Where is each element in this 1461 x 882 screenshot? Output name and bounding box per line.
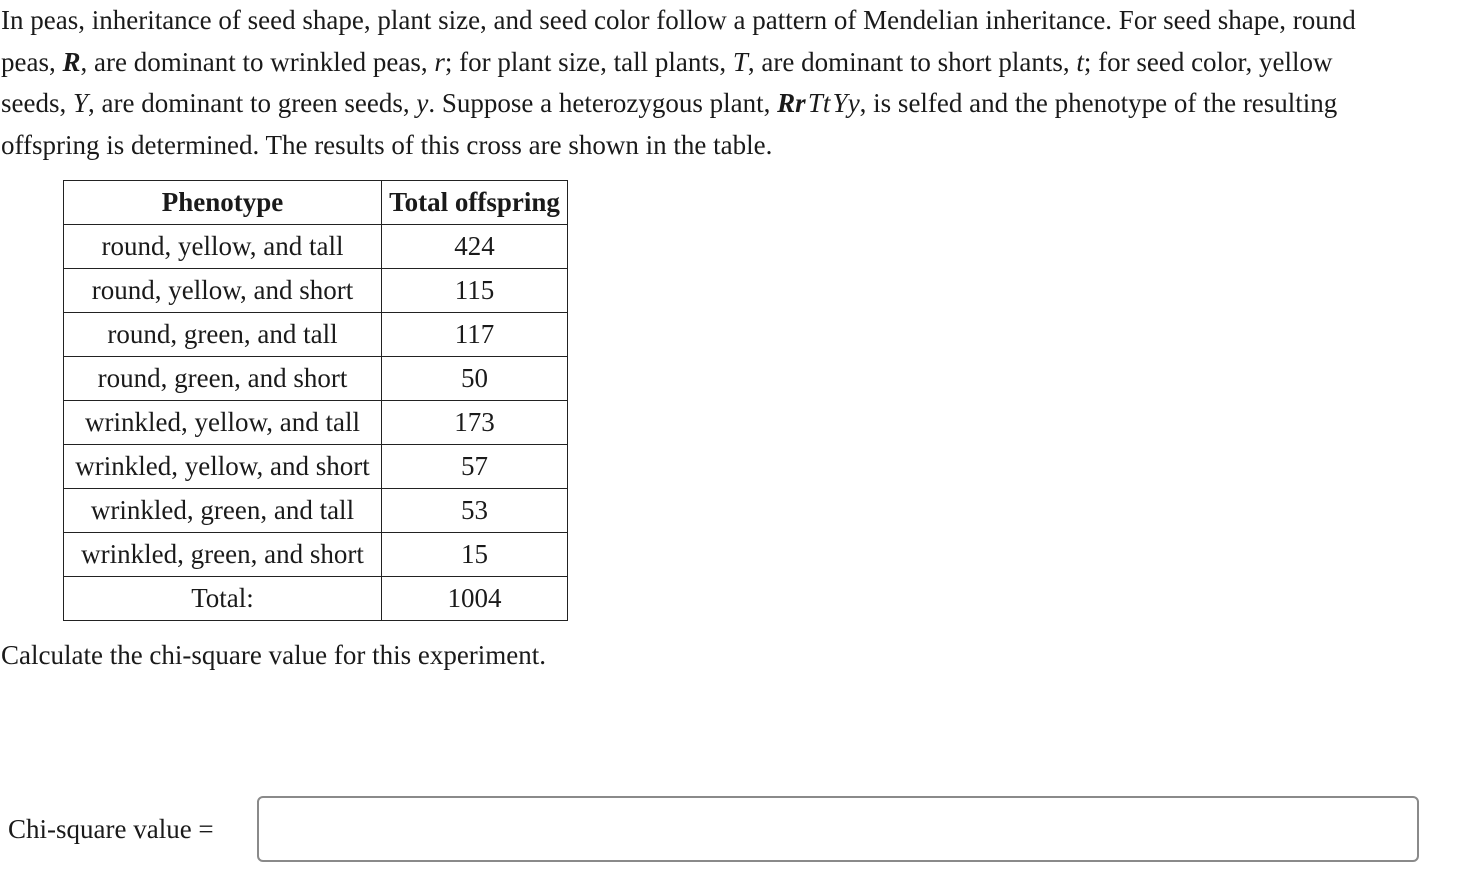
count-cell: 424: [382, 225, 568, 269]
problem-text: ; for plant size, tall plants,: [444, 46, 733, 77]
allele-symbol: T: [732, 46, 748, 77]
allele-symbol: R: [62, 46, 81, 77]
count-cell: 117: [382, 313, 568, 357]
table-row: [64, 269, 568, 313]
allele-symbol: r: [434, 46, 445, 77]
header-phenotype: Phenotype: [64, 181, 382, 225]
phenotype-cell: wrinkled, yellow, and short: [64, 445, 382, 489]
count-cell: 173: [382, 401, 568, 445]
problem-statement: [1, 0, 1441, 166]
table-row: [64, 313, 568, 357]
table-header-row: [64, 181, 568, 225]
phenotype-cell: round, yellow, and tall: [64, 225, 382, 269]
table-row: [64, 225, 568, 269]
count-cell: 15: [382, 533, 568, 577]
offspring-table: [63, 180, 568, 621]
problem-text: ; for seed color, yellow: [1083, 46, 1333, 77]
table-row: [64, 401, 568, 445]
problem-text: In peas, inheritance of seed shape, plant size, and seed color follow a pattern of Mendelian inheritance. For seed shape, round: [1, 5, 1356, 35]
problem-text: , are dominant to wrinkled peas,: [80, 46, 435, 77]
total-value: 1004: [382, 577, 568, 621]
total-label: Total:: [64, 577, 382, 621]
table-row: [64, 489, 568, 533]
count-cell: 115: [382, 269, 568, 313]
count-cell: 50: [382, 357, 568, 401]
table-row: [64, 445, 568, 489]
phenotype-cell: round, yellow, and short: [64, 269, 382, 313]
problem-text: , are dominant to green seeds,: [88, 88, 417, 119]
chi-square-input[interactable]: [257, 796, 1419, 862]
phenotype-cell: wrinkled, green, and short: [64, 533, 382, 577]
table-total-row: [64, 577, 568, 621]
allele-symbol: t: [1076, 46, 1084, 77]
table-row: [64, 533, 568, 577]
phenotype-cell: wrinkled, green, and tall: [64, 489, 382, 533]
problem-text: , are dominant to short plants,: [747, 46, 1077, 77]
question-text: Calculate the chi-square value for this experiment.: [1, 640, 547, 670]
phenotype-cell: round, green, and tall: [64, 313, 382, 357]
count-cell: 53: [382, 489, 568, 533]
genotype-symbol: Rr: [777, 88, 806, 119]
table-row: [64, 357, 568, 401]
problem-text: peas,: [1, 46, 63, 77]
header-total-offspring: Total offspring: [382, 181, 568, 225]
problem-text: , is selfed and the phenotype of the resulting: [859, 88, 1338, 119]
phenotype-cell: wrinkled, yellow, and tall: [64, 401, 382, 445]
phenotype-cell: round, green, and short: [64, 357, 382, 401]
allele-symbol: y: [416, 88, 429, 119]
genotype-symbol: Tt: [807, 88, 831, 119]
allele-symbol: Y: [72, 88, 89, 119]
chi-square-label: Chi-square value =: [8, 814, 214, 844]
problem-text: . Suppose a heterozygous plant,: [428, 88, 778, 119]
count-cell: 57: [382, 445, 568, 489]
genotype-symbol: Yy: [832, 88, 860, 119]
problem-text: offspring is determined. The results of this cross are shown in the table.: [1, 129, 773, 160]
problem-text: seeds,: [1, 88, 73, 119]
